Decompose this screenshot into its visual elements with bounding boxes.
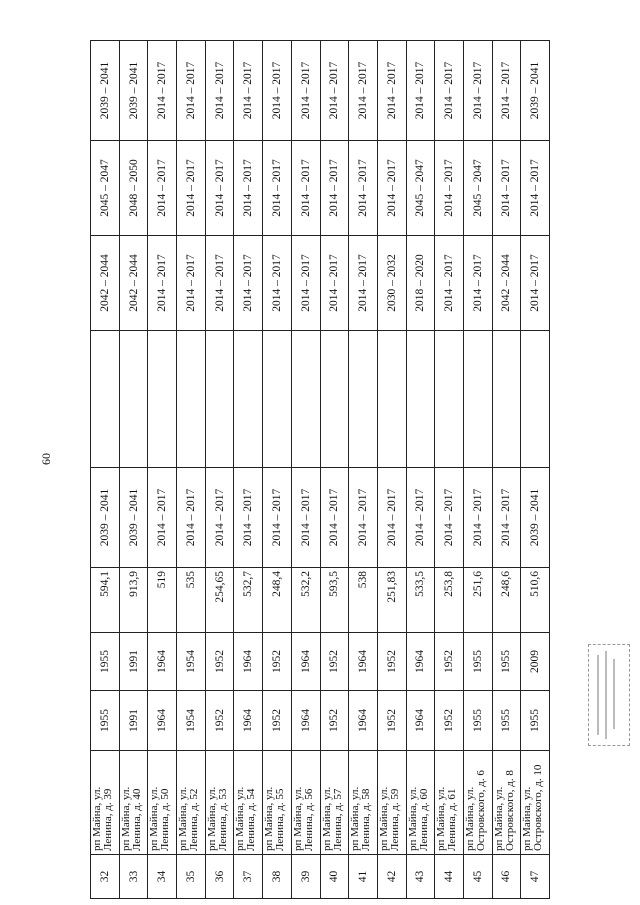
repair-period-4-cell: 2014 – 2017 bbox=[291, 141, 320, 236]
address-cell: рп Майна, ул. Ленина, д. 61 bbox=[435, 751, 464, 855]
construction-year-cell: 1952 bbox=[435, 691, 464, 751]
construction-year-cell: 1952 bbox=[205, 691, 234, 751]
repair-period-3-cell: 2014 – 2017 bbox=[205, 236, 234, 331]
row-number-cell: 40 bbox=[320, 855, 349, 899]
repair-period-5-cell: 2014 – 2017 bbox=[177, 41, 206, 141]
address-cell: рп Майна, ул. Ленина, д. 59 bbox=[377, 751, 406, 855]
repair-period-1-cell: 2014 – 2017 bbox=[349, 468, 378, 568]
table-row bbox=[148, 41, 177, 899]
total-area-cell: 913,9 bbox=[119, 568, 148, 633]
repair-period-3-cell: 2014 – 2017 bbox=[521, 236, 550, 331]
repair-period-2-cell bbox=[148, 331, 177, 468]
repair-period-2-cell bbox=[291, 331, 320, 468]
repair-period-5-cell: 2014 – 2017 bbox=[377, 41, 406, 141]
total-area-cell: 532,2 bbox=[291, 568, 320, 633]
table-row bbox=[177, 41, 206, 899]
repair-period-4-cell: 2048 – 2050 bbox=[119, 141, 148, 236]
construction-year-cell: 1952 bbox=[263, 691, 292, 751]
repair-period-5-cell: 2014 – 2017 bbox=[435, 41, 464, 141]
repair-period-4-cell: 2045 – 2047 bbox=[91, 141, 120, 236]
repair-period-2-cell bbox=[349, 331, 378, 468]
repair-period-3-cell: 2014 – 2017 bbox=[435, 236, 464, 331]
construction-year-cell: 1964 bbox=[291, 691, 320, 751]
row-number-cell: 35 bbox=[177, 855, 206, 899]
table-row bbox=[377, 41, 406, 899]
table-row bbox=[349, 41, 378, 899]
repair-period-2-cell bbox=[234, 331, 263, 468]
repair-period-1-cell: 2039 – 2041 bbox=[521, 468, 550, 568]
total-area-cell: 533,5 bbox=[406, 568, 435, 633]
construction-year-cell: 1964 bbox=[234, 691, 263, 751]
commission-year-cell: 1952 bbox=[205, 633, 234, 691]
repair-period-3-cell: 2014 – 2017 bbox=[263, 236, 292, 331]
repair-period-1-cell: 2039 – 2041 bbox=[91, 468, 120, 568]
repair-period-3-cell: 2014 – 2017 bbox=[234, 236, 263, 331]
repair-period-5-cell: 2014 – 2017 bbox=[148, 41, 177, 141]
repair-period-4-cell: 2014 – 2017 bbox=[205, 141, 234, 236]
row-number-cell: 47 bbox=[521, 855, 550, 899]
table-row bbox=[205, 41, 234, 899]
repair-period-4-cell: 2014 – 2017 bbox=[234, 141, 263, 236]
total-area-cell: 535 bbox=[177, 568, 206, 633]
page-number: 60 bbox=[39, 453, 53, 465]
repair-period-5-cell: 2014 – 2017 bbox=[406, 41, 435, 141]
total-area-cell: 251,83 bbox=[377, 568, 406, 633]
construction-year-cell: 1964 bbox=[349, 691, 378, 751]
repair-period-1-cell: 2014 – 2017 bbox=[320, 468, 349, 568]
repair-period-1-cell: 2014 – 2017 bbox=[377, 468, 406, 568]
construction-year-cell: 1952 bbox=[320, 691, 349, 751]
row-number-cell: 36 bbox=[205, 855, 234, 899]
table-row bbox=[435, 41, 464, 899]
repair-period-2-cell bbox=[492, 331, 521, 468]
repair-period-2-cell bbox=[435, 331, 464, 468]
total-area-cell: 519 bbox=[148, 568, 177, 633]
row-number-cell: 42 bbox=[377, 855, 406, 899]
row-number-cell: 46 bbox=[492, 855, 521, 899]
repair-period-3-cell: 2014 – 2017 bbox=[463, 236, 492, 331]
commission-year-cell: 1991 bbox=[119, 633, 148, 691]
repair-period-2-cell bbox=[377, 331, 406, 468]
repair-period-4-cell: 2014 – 2017 bbox=[177, 141, 206, 236]
repair-period-1-cell: 2039 – 2041 bbox=[119, 468, 148, 568]
address-cell: рп Майна, ул. Ленина, д. 57 bbox=[320, 751, 349, 855]
stamp-image bbox=[588, 644, 630, 746]
address-cell: рп Майна, ул. Островского, д. 10 bbox=[521, 751, 550, 855]
row-number-cell: 44 bbox=[435, 855, 464, 899]
repair-period-2-cell bbox=[406, 331, 435, 468]
address-cell: рп Майна, ул. Ленина, д. 52 bbox=[177, 751, 206, 855]
repair-period-1-cell: 2014 – 2017 bbox=[148, 468, 177, 568]
commission-year-cell: 1964 bbox=[349, 633, 378, 691]
construction-year-cell: 1955 bbox=[492, 691, 521, 751]
table-row bbox=[521, 41, 550, 899]
commission-year-cell: 1955 bbox=[492, 633, 521, 691]
construction-year-cell: 1964 bbox=[406, 691, 435, 751]
repair-period-4-cell: 2014 – 2017 bbox=[492, 141, 521, 236]
repair-period-5-cell: 2039 – 2041 bbox=[119, 41, 148, 141]
repair-period-5-cell: 2039 – 2041 bbox=[521, 41, 550, 141]
table-row bbox=[119, 41, 148, 899]
repair-period-3-cell: 2030 – 2032 bbox=[377, 236, 406, 331]
repair-period-3-cell: 2042 – 2044 bbox=[91, 236, 120, 331]
rotated-table-container bbox=[90, 41, 550, 899]
construction-year-cell: 1955 bbox=[463, 691, 492, 751]
repair-period-1-cell: 2014 – 2017 bbox=[291, 468, 320, 568]
address-cell: рп Майна, ул. Островского, д. 8 bbox=[492, 751, 521, 855]
repair-period-4-cell: 2045 – 2047 bbox=[463, 141, 492, 236]
construction-year-cell: 1964 bbox=[148, 691, 177, 751]
commission-year-cell: 1952 bbox=[377, 633, 406, 691]
repair-period-5-cell: 2039 – 2041 bbox=[91, 41, 120, 141]
table-row bbox=[263, 41, 292, 899]
repair-period-4-cell: 2014 – 2017 bbox=[349, 141, 378, 236]
address-cell: рп Майна, ул. Островского, д. 6 bbox=[463, 751, 492, 855]
repair-period-4-cell: 2014 – 2017 bbox=[320, 141, 349, 236]
total-area-cell: 254,65 bbox=[205, 568, 234, 633]
total-area-cell: 251,6 bbox=[463, 568, 492, 633]
commission-year-cell: 1964 bbox=[148, 633, 177, 691]
repair-period-2-cell bbox=[119, 331, 148, 468]
repair-period-2-cell bbox=[177, 331, 206, 468]
total-area-cell: 248,6 bbox=[492, 568, 521, 633]
construction-year-cell: 1952 bbox=[377, 691, 406, 751]
address-cell: рп Майна, ул. Ленина, д. 55 bbox=[263, 751, 292, 855]
repair-period-4-cell: 2014 – 2017 bbox=[148, 141, 177, 236]
repair-schedule-table bbox=[90, 40, 550, 899]
repair-period-5-cell: 2014 – 2017 bbox=[320, 41, 349, 141]
repair-period-1-cell: 2014 – 2017 bbox=[406, 468, 435, 568]
commission-year-cell: 1955 bbox=[91, 633, 120, 691]
row-number-cell: 39 bbox=[291, 855, 320, 899]
repair-period-1-cell: 2014 – 2017 bbox=[234, 468, 263, 568]
repair-period-4-cell: 2014 – 2017 bbox=[377, 141, 406, 236]
repair-period-2-cell bbox=[263, 331, 292, 468]
repair-period-5-cell: 2014 – 2017 bbox=[492, 41, 521, 141]
row-number-cell: 32 bbox=[91, 855, 120, 899]
commission-year-cell: 1955 bbox=[463, 633, 492, 691]
row-number-cell: 33 bbox=[119, 855, 148, 899]
table-row bbox=[234, 41, 263, 899]
repair-period-5-cell: 2014 – 2017 bbox=[463, 41, 492, 141]
repair-period-2-cell bbox=[320, 331, 349, 468]
repair-period-4-cell: 2014 – 2017 bbox=[435, 141, 464, 236]
repair-period-4-cell: 2014 – 2017 bbox=[263, 141, 292, 236]
address-cell: рп Майна, ул. Ленина, д. 39 bbox=[91, 751, 120, 855]
address-cell: рп Майна, ул. Ленина, д. 60 bbox=[406, 751, 435, 855]
repair-period-1-cell: 2014 – 2017 bbox=[435, 468, 464, 568]
commission-year-cell: 2009 bbox=[521, 633, 550, 691]
row-number-cell: 45 bbox=[463, 855, 492, 899]
construction-year-cell: 1955 bbox=[521, 691, 550, 751]
address-cell: рп Майна, ул. Ленина, д. 53 bbox=[205, 751, 234, 855]
table-row bbox=[492, 41, 521, 899]
table-row bbox=[291, 41, 320, 899]
row-number-cell: 34 bbox=[148, 855, 177, 899]
commission-year-cell: 1952 bbox=[263, 633, 292, 691]
total-area-cell: 253,8 bbox=[435, 568, 464, 633]
table-row bbox=[91, 41, 120, 899]
table-row bbox=[320, 41, 349, 899]
repair-period-2-cell bbox=[463, 331, 492, 468]
address-cell: рп Майна, ул. Ленина, д. 50 bbox=[148, 751, 177, 855]
row-number-cell: 38 bbox=[263, 855, 292, 899]
total-area-cell: 594,1 bbox=[91, 568, 120, 633]
address-cell: рп Майна, ул. Ленина, д. 56 bbox=[291, 751, 320, 855]
construction-year-cell: 1991 bbox=[119, 691, 148, 751]
commission-year-cell: 1964 bbox=[291, 633, 320, 691]
row-number-cell: 41 bbox=[349, 855, 378, 899]
table-row bbox=[406, 41, 435, 899]
repair-period-3-cell: 2018 – 2020 bbox=[406, 236, 435, 331]
commission-year-cell: 1952 bbox=[320, 633, 349, 691]
repair-period-3-cell: 2014 – 2017 bbox=[291, 236, 320, 331]
repair-period-1-cell: 2014 – 2017 bbox=[492, 468, 521, 568]
repair-period-3-cell: 2014 – 2017 bbox=[349, 236, 378, 331]
repair-period-3-cell: 2042 – 2044 bbox=[492, 236, 521, 331]
address-cell: рп Майна, ул. Ленина, д. 40 bbox=[119, 751, 148, 855]
commission-year-cell: 1952 bbox=[435, 633, 464, 691]
repair-period-1-cell: 2014 – 2017 bbox=[463, 468, 492, 568]
repair-period-4-cell: 2014 – 2017 bbox=[521, 141, 550, 236]
repair-period-3-cell: 2014 – 2017 bbox=[177, 236, 206, 331]
repair-period-1-cell: 2014 – 2017 bbox=[263, 468, 292, 568]
row-number-cell: 37 bbox=[234, 855, 263, 899]
repair-period-1-cell: 2014 – 2017 bbox=[177, 468, 206, 568]
repair-period-5-cell: 2014 – 2017 bbox=[234, 41, 263, 141]
repair-period-3-cell: 2042 – 2044 bbox=[119, 236, 148, 331]
repair-period-5-cell: 2014 – 2017 bbox=[291, 41, 320, 141]
repair-period-2-cell bbox=[205, 331, 234, 468]
address-cell: рп Майна, ул. Ленина, д. 58 bbox=[349, 751, 378, 855]
repair-period-5-cell: 2014 – 2017 bbox=[263, 41, 292, 141]
commission-year-cell: 1964 bbox=[234, 633, 263, 691]
repair-period-5-cell: 2014 – 2017 bbox=[205, 41, 234, 141]
construction-year-cell: 1954 bbox=[177, 691, 206, 751]
repair-period-1-cell: 2014 – 2017 bbox=[205, 468, 234, 568]
total-area-cell: 532,7 bbox=[234, 568, 263, 633]
total-area-cell: 593,5 bbox=[320, 568, 349, 633]
construction-year-cell: 1955 bbox=[91, 691, 120, 751]
repair-period-5-cell: 2014 – 2017 bbox=[349, 41, 378, 141]
table-row bbox=[463, 41, 492, 899]
total-area-cell: 248,4 bbox=[263, 568, 292, 633]
total-area-cell: 538 bbox=[349, 568, 378, 633]
table-body bbox=[91, 41, 550, 899]
repair-period-3-cell: 2014 – 2017 bbox=[320, 236, 349, 331]
total-area-cell: 510,6 bbox=[521, 568, 550, 633]
commission-year-cell: 1964 bbox=[406, 633, 435, 691]
repair-period-2-cell bbox=[91, 331, 120, 468]
address-cell: рп Майна, ул. Ленина, д. 54 bbox=[234, 751, 263, 855]
commission-year-cell: 1954 bbox=[177, 633, 206, 691]
repair-period-3-cell: 2014 – 2017 bbox=[148, 236, 177, 331]
repair-period-2-cell bbox=[521, 331, 550, 468]
row-number-cell: 43 bbox=[406, 855, 435, 899]
repair-period-4-cell: 2045 – 2047 bbox=[406, 141, 435, 236]
